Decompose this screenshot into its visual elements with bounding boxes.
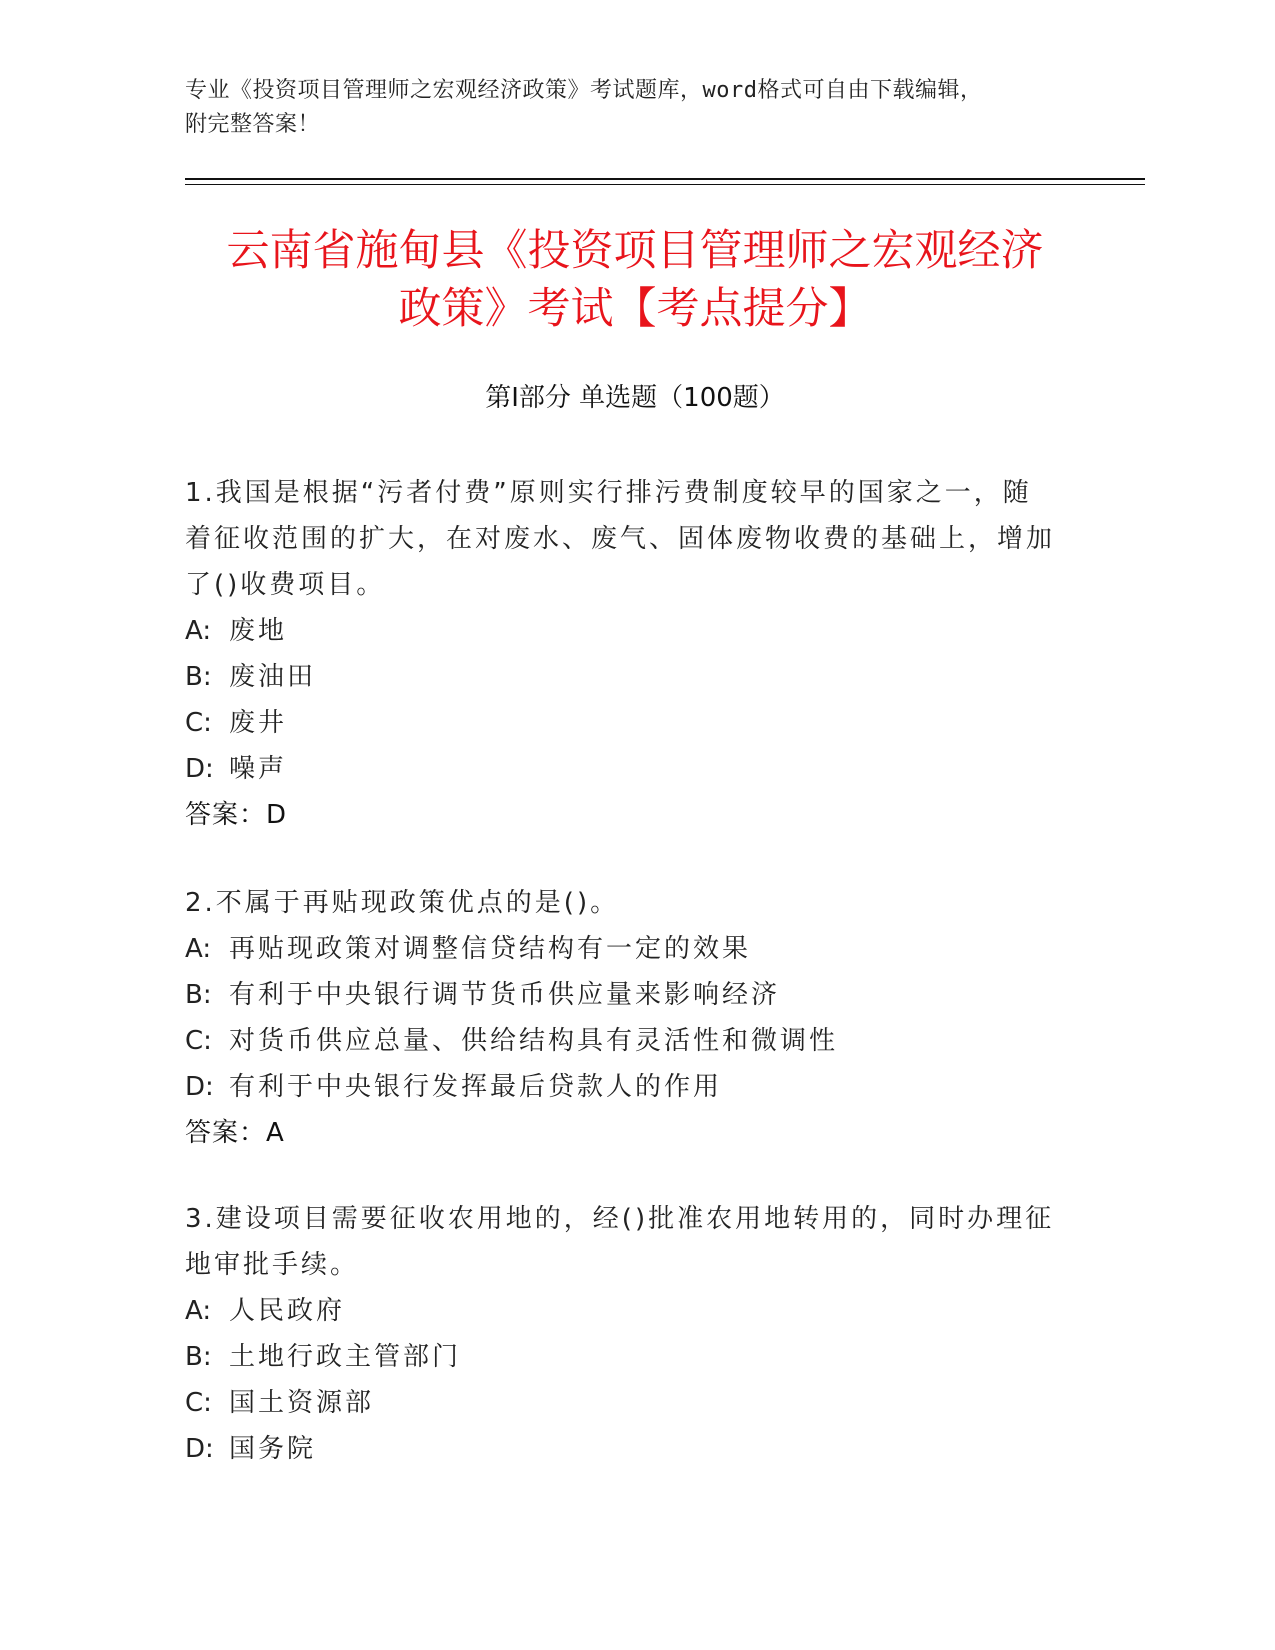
option-text: 人民政府 xyxy=(229,1296,346,1326)
option-key: A: xyxy=(185,616,212,646)
option-key: A: xyxy=(185,1296,212,1326)
option-d xyxy=(185,1426,1065,1472)
header-note-line-1: 专业《投资项目管理师之宏观经济政策》考试题库，word格式可自由下载编辑， xyxy=(185,78,983,103)
option-key: B: xyxy=(185,980,212,1010)
option-key: C: xyxy=(185,1388,212,1418)
option-text: 国土资源部 xyxy=(229,1388,375,1418)
question-stem xyxy=(185,470,1065,608)
question-stem-line: 着征收范围的扩大，在对废水、废气、固体废物收费的基础上，增加 xyxy=(185,524,1056,554)
option-text: 有利于中央银行调节货币供应量来影响经济 xyxy=(229,980,781,1010)
option-text: 噪声 xyxy=(229,754,288,784)
question-stem-line: 地审批手续。 xyxy=(185,1250,360,1280)
question-stem-line: 3.建设项目需要征收农用地的，经()批准农用地转用的，同时办理征 xyxy=(185,1204,1055,1234)
document-title xyxy=(185,222,1085,338)
header-divider-thin xyxy=(185,184,1145,185)
question-1 xyxy=(185,470,1065,838)
section-title: 第Ⅰ部分 单选题（100题） xyxy=(485,383,785,413)
option-text: 土地行政主管部门 xyxy=(229,1342,462,1372)
header-divider-thick xyxy=(185,178,1145,180)
option-a xyxy=(185,1288,1065,1334)
option-key: A: xyxy=(185,934,212,964)
option-text: 国务院 xyxy=(229,1434,317,1464)
option-c xyxy=(185,1380,1065,1426)
option-a xyxy=(185,608,1065,654)
option-text: 废地 xyxy=(229,616,288,646)
option-b xyxy=(185,972,1065,1018)
answer-text: 答案：D xyxy=(185,800,288,830)
option-key: C: xyxy=(185,708,212,738)
question-stem-line: 了()收费项目。 xyxy=(185,570,386,600)
question-stem xyxy=(185,1196,1065,1288)
option-c xyxy=(185,700,1065,746)
question-stem-line: 2.不属于再贴现政策优点的是()。 xyxy=(185,888,620,918)
option-d xyxy=(185,746,1065,792)
question-stem-line: 1.我国是根据“污者付费”原则实行排污费制度较早的国家之一，随 xyxy=(185,478,1032,508)
option-key: D: xyxy=(185,754,214,784)
header-note-line-2: 附完整答案！ xyxy=(185,112,321,137)
document-title-line-1: 云南省施甸县《投资项目管理师之宏观经济 xyxy=(226,226,1044,276)
question-2 xyxy=(185,880,1065,1156)
option-b xyxy=(185,1334,1065,1380)
option-key: B: xyxy=(185,662,212,692)
option-text: 再贴现政策对调整信贷结构有一定的效果 xyxy=(229,934,752,964)
question-stem xyxy=(185,880,1065,926)
option-key: D: xyxy=(185,1434,214,1464)
option-key: B: xyxy=(185,1342,212,1372)
option-c xyxy=(185,1018,1065,1064)
option-a xyxy=(185,926,1065,972)
option-key: D: xyxy=(185,1072,214,1102)
option-key: C: xyxy=(185,1026,212,1056)
option-d xyxy=(185,1064,1065,1110)
option-text: 废井 xyxy=(229,708,288,738)
header-note xyxy=(185,74,1075,142)
option-text: 废油田 xyxy=(229,662,317,692)
question-3 xyxy=(185,1196,1065,1472)
answer-text: 答案：A xyxy=(185,1118,285,1148)
option-b xyxy=(185,654,1065,700)
document-title-line-2: 政策》考试【考点提分】 xyxy=(398,284,872,334)
option-text: 有利于中央银行发挥最后贷款人的作用 xyxy=(229,1072,723,1102)
option-text: 对货币供应总量、供给结构具有灵活性和微调性 xyxy=(229,1026,839,1056)
